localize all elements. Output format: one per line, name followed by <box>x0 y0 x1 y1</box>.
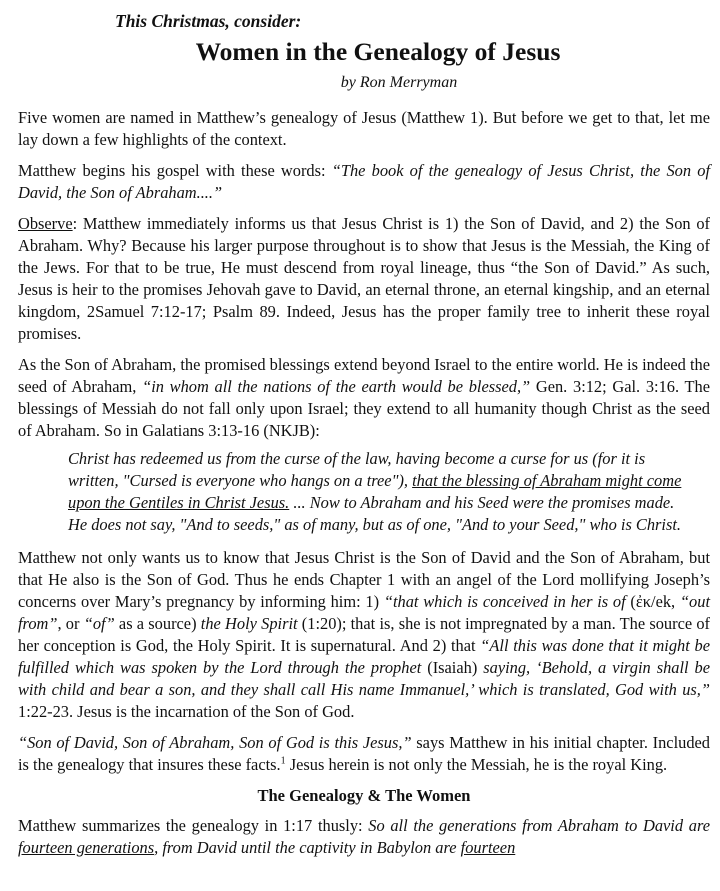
paragraph-son-of-god <box>18 547 710 723</box>
text: As the Son of Abraham, the promised blessings extend beyond Israel to the entire world. He is indeed the seed of Abraham, <box>18 355 710 396</box>
block-quote-galatians <box>68 448 692 536</box>
observe-label: Observe <box>18 214 73 233</box>
text: Matthew begins his gospel with these words: <box>18 161 332 180</box>
section-heading: The Genealogy & The Women <box>257 786 471 805</box>
italic-text: “Son of David, Son of Abraham, Son of God is this Jesus,” <box>18 733 412 752</box>
italic-text: the Holy Spirit <box>200 614 298 633</box>
article-title: Women in the Genealogy of Jesus <box>195 37 561 66</box>
scripture-quote: “The book of the genealogy of Jesus Christ, the Son of David, the Son of Abraham....” <box>18 161 710 202</box>
text: (1:20); that is, she is not impregnated by a man. The source of her conception is God, the Holy Spirit. It is supernatural. And 2) that <box>18 614 711 655</box>
footnote-marker[interactable]: 1 <box>280 755 286 767</box>
text: , or <box>57 614 84 633</box>
paragraph-genealogy <box>18 815 710 859</box>
italic-text: , from David until the captivity in Babylon are <box>154 838 461 857</box>
paragraph-opening <box>18 160 710 204</box>
scripture-quote: “in whom all the nations of the earth would be blessed,” <box>142 377 531 396</box>
text: (Isaiah) <box>421 658 484 677</box>
scripture-quote: “All this was done that it might be fulfilled which was spoken by the Lord through the prophet <box>18 636 710 677</box>
byline: by Ron Merryman <box>340 74 458 91</box>
text: says Matthew in his initial chapter. Included is the genealogy that insures these facts. <box>18 733 710 774</box>
italic-text: “of” <box>83 614 115 633</box>
text: Christ has redeemed us from the curse of the law, having become a curse for us (for it is written, "Cursed is everyone who hangs on a tree"), <box>68 449 646 490</box>
scripture-quote: saying, ‘Behold, a virgin shall be with child and bear a son, and they shall call His name Immanuel,’ which is translated, God with us,” <box>18 658 711 699</box>
scripture-quote: “that which is conceived in her is of <box>383 592 626 611</box>
text: Gen. 3:12; Gal. 3:16. The blessings of Messiah do not fall only upon Israel; they extend to all humanity though Christ as the seed of Abraham. So in Galatians 3:13-16 (NKJB): <box>18 377 710 440</box>
kicker: This Christmas, consider: <box>115 11 302 31</box>
paragraph-intro: Five women are named in Matthew’s genealogy of Jesus (Matthew 1). But before we get to that, let me lay down a few highlights of the context. <box>18 108 710 149</box>
text: : Matthew immediately informs us that Jesus Christ is 1) the Son of David, and 2) the Son of Abraham. Why? Because his larger purpose throughout is to show that Jesus is the Messiah, the King of the Jews. For that to be true, He must descend from royal lineage, thus “the Son of David.” As such, Jesus is heir to the promises Jehovah gave to David, an eternal throne, an eternal kingship, and an eternal kingdom, 2Samuel 7:12-17; Psalm 89. Indeed, Jesus has the proper family tree to inherit these royal promises. <box>18 214 710 343</box>
paragraph-abraham <box>18 354 710 442</box>
paragraph-observe <box>18 213 710 345</box>
italic-text: “out from” <box>18 592 710 633</box>
text: 1:22-23. Jesus is the incarnation of the Son of God. <box>18 702 355 721</box>
underlined-italic-text: fourteen <box>460 838 516 857</box>
underlined-text: that the blessing of Abraham might come upon the Gentiles in Christ Jesus. <box>68 471 682 512</box>
text: ... Now to Abraham and his Seed were the promises made. He does not say, "And to seeds," as of many, but as of one, "And to your Seed," who is Christ. <box>68 493 682 534</box>
text: (ἐκ/ek, <box>625 592 680 611</box>
text: Matthew summarizes the genealogy in 1:17 thusly: <box>18 816 369 835</box>
text: Matthew not only wants us to know that Jesus Christ is the Son of David and the Son of Abraham, but that He also is the Son of God. Thus he ends Chapter 1 with an angel of the Lord mollifying Joseph’s concerns over Mary’s pregnancy by informing him: 1) <box>18 548 710 611</box>
text: as a source) <box>114 614 201 633</box>
italic-text: So all the generations from Abraham to David are <box>368 816 710 835</box>
text: Jesus herein is not only the Messiah, he is the royal King. <box>285 755 668 774</box>
underlined-italic-text: fourteen generations <box>18 838 155 857</box>
paragraph-summary <box>18 732 710 776</box>
